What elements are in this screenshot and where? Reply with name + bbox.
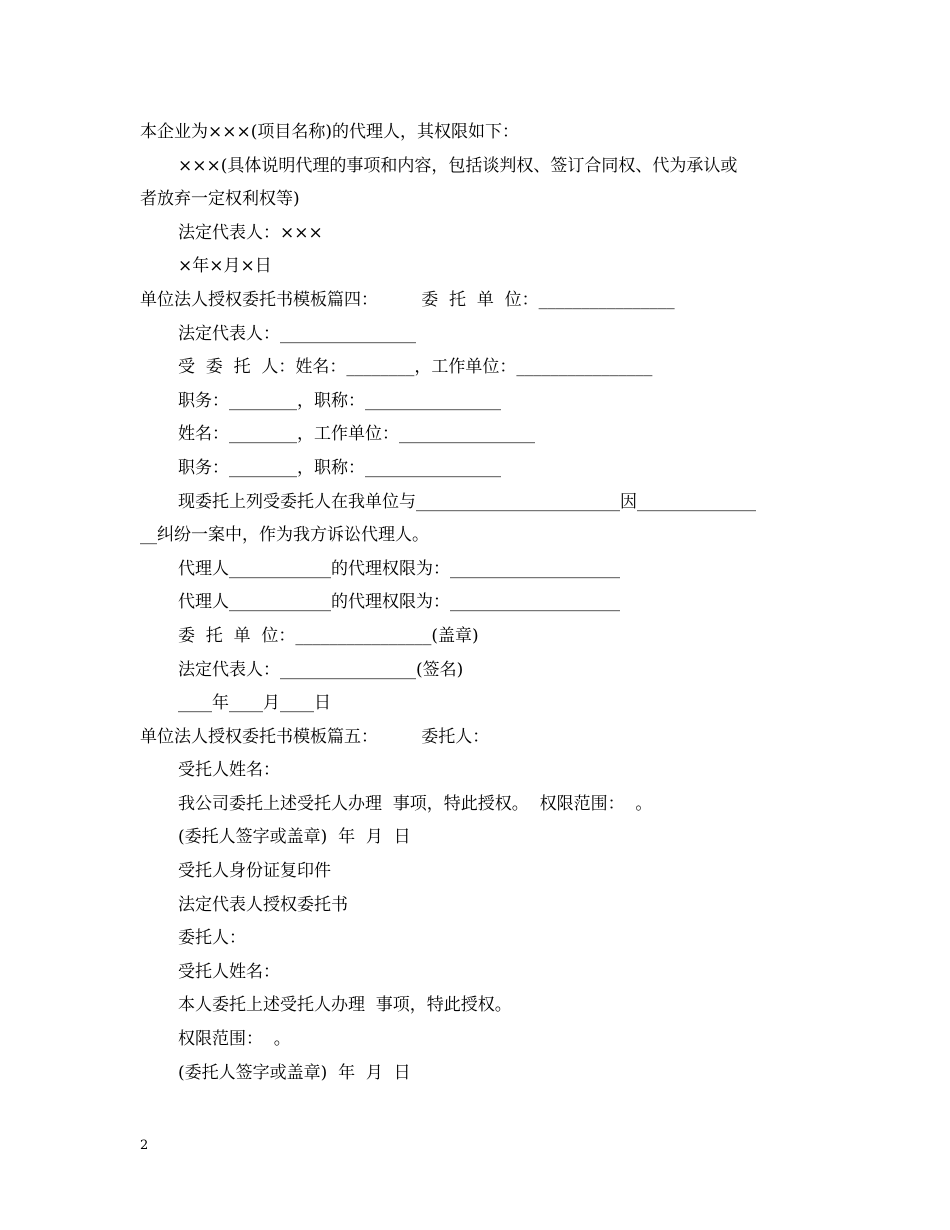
text-line: 我公司委托上述受托人办理 事项，特此授权。 权限范围： 。 — [178, 793, 653, 814]
section-heading-line: 单位法人授权委托书模板篇五： 委托人： — [140, 726, 490, 747]
document-body — [140, 116, 820, 1090]
text-line: 现委托上列受委托人在我单位与________________________因______________ — [178, 491, 756, 512]
text-line: 法定代表人：________________(签名) — [178, 659, 464, 680]
text-line: 受托人姓名： — [178, 760, 280, 781]
text-line: (委托人签字或盖章) 年 月 日 — [178, 1062, 411, 1083]
text-line: __纠纷一案中，作为我方诉讼代理人。 — [140, 525, 429, 546]
text-line: 受 委 托 人：姓名：________，工作单位：________________ — [178, 357, 653, 378]
section-heading-line: 单位法人授权委托书模板篇四： 委 托 单 位：________________ — [140, 289, 675, 310]
text-line: 职务：________，职称：________________ — [178, 457, 501, 478]
text-line: 本企业为×××(项目名称)的代理人，其权限如下： — [140, 122, 519, 142]
text-line: 姓名：________，工作单位：________________ — [178, 424, 535, 445]
text-line: 职务：________，职称：________________ — [178, 390, 501, 411]
text-line: 代理人____________的代理权限为：____________________ — [178, 592, 620, 613]
text-line: 法定代表人授权委托书 — [178, 894, 348, 915]
text-line: ×××(具体说明代理的事项和内容，包括谈判权、签订合同权、代为承认或 — [178, 155, 738, 176]
text-line: 法定代表人：________________ — [178, 323, 416, 344]
text-line: 者放弃一定权利权等) — [140, 189, 300, 210]
text-line: 委托人： — [178, 928, 246, 949]
text-line: 代理人____________的代理权限为：____________________ — [178, 558, 620, 579]
text-line: ×年×月×日 — [178, 256, 272, 277]
text-line: 委 托 单 位：________________(盖章) — [178, 625, 479, 646]
text-line: 受托人姓名： — [178, 961, 280, 982]
text-line: 权限范围： 。 — [178, 1029, 291, 1050]
page-number: 2 — [140, 1138, 149, 1153]
text-line: 法定代表人：××× — [178, 222, 323, 243]
text-line: (委托人签字或盖章) 年 月 日 — [178, 827, 411, 848]
text-line: ____年____月____日 — [178, 693, 331, 714]
text-line: 受托人身份证复印件 — [178, 861, 331, 882]
text-line: 本人委托上述受托人办理 事项，特此授权。 — [178, 995, 512, 1016]
